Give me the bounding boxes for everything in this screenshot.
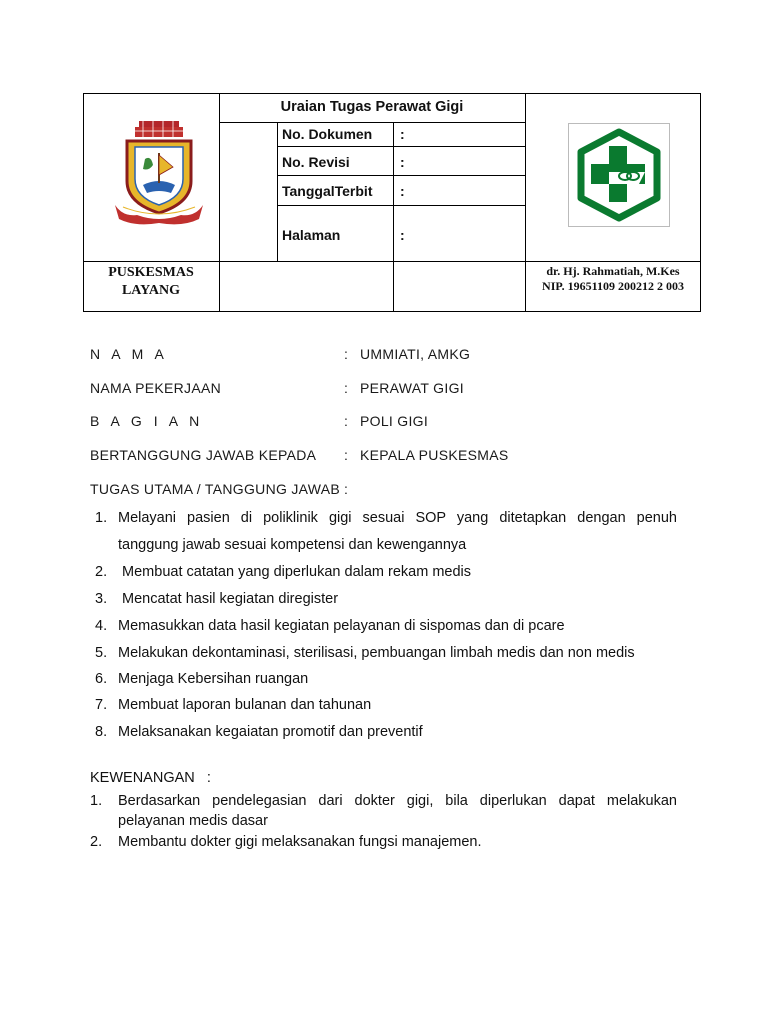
field-nama-colon: : [344,346,349,362]
list-item-text: Memasukkan data hasil kegiatan pelayanan di sispomas dan di pcare [118,618,565,634]
list-item-number: 7. [95,697,108,713]
list-item-number: 6. [95,671,108,687]
field-bagian-colon: : [344,413,349,429]
list-item-number: 2. [90,834,103,850]
list-item-text-cont: pelayanan medis dasar [118,813,268,829]
signatory-nip: NIP. 19651109 200212 2 003 [542,279,684,293]
list-item-text: Menjaga Kebersihan ruangan [118,671,309,687]
tanggal-terbit-label: TanggalTerbit [282,183,373,199]
list-item-number: 1. [90,793,103,809]
field-bagian-label: B A G I A N [90,413,204,429]
no-revisi-colon: : [400,154,405,170]
field-nama-label: N A M A [90,346,168,362]
list-item-number: 8. [95,724,108,740]
no-dokumen-colon: : [400,126,405,142]
field-nama-pekerjaan-colon: : [344,380,349,396]
list-item-text: Membuat laporan bulanan dan tahunan [118,697,372,713]
field-bagian-value: POLI GIGI [360,413,429,429]
signatory-block [526,264,700,294]
puskesmas-line1: PUSKESMAS [108,265,194,280]
field-bertanggung-jawab-colon: : [344,447,349,463]
list-item-text: Berdasarkan pendelegasian dari dokter gigi, bila diperlukan dapat melakukan [118,793,677,809]
list-item-text: Mencatat hasil kegiatan diregister [118,591,339,607]
list-item-text: Melakukan dekontaminasi, sterilisasi, pembuangan limbah medis dan non medis [118,645,635,661]
list-item-number: 5. [95,645,108,661]
list-item [90,791,677,831]
tanggal-terbit-colon: : [400,183,405,199]
list-item-number: 1. [95,510,108,526]
no-dokumen-label: No. Dokumen [282,126,373,142]
no-revisi-label: No. Revisi [282,154,350,170]
list-item-text-cont: tanggung jawab sesuai kompetensi dan kewengannya [118,537,467,553]
halaman-colon: : [400,227,405,243]
signatory-name: dr. Hj. Rahmatiah, M.Kes [546,264,680,278]
list-item-text: Melaksanakan kegaiatan promotif dan preventif [118,724,423,740]
city-coat-of-arms-icon [113,119,205,229]
field-nama-pekerjaan-value: PERAWAT GIGI [360,380,464,396]
list-item-text: Membuat catatan yang diperlukan dalam rekam medis [118,564,472,580]
field-nama-pekerjaan-label: NAMA PEKERJAAN [90,380,222,396]
field-bertanggung-jawab-value: KEPALA PUSKESMAS [360,447,509,463]
document-title: Uraian Tugas Perawat Gigi [280,99,464,115]
field-tugas-utama-label: TUGAS UTAMA / TANGGUNG JAWAB [90,481,341,497]
kewenangan-heading: KEWENANGAN : [90,770,211,786]
list-item [95,505,677,559]
list-item-number: 3. [95,591,108,607]
list-item-number: 4. [95,618,108,634]
list-item-text: Membantu dokter gigi melaksanakan fungsi manajemen. [118,834,482,850]
list-item-text: Melayani pasien di poliklinik gigi sesuai SOP yang ditetapkan dengan penuh [118,510,677,526]
field-nama-value: UMMIATI, AMKG [360,346,471,362]
logo-frame [568,123,670,227]
puskesmas-cross-logo-icon [569,124,669,226]
document-header-table [83,93,701,312]
field-bertanggung-jawab-label: BERTANGGUNG JAWAB KEPADA [90,447,317,463]
field-tugas-utama-colon: : [344,481,349,497]
puskesmas-line2: LAYANG [121,283,181,298]
list-item-number: 2. [95,564,108,580]
halaman-label: Halaman [282,227,341,243]
puskesmas-name [83,264,219,300]
